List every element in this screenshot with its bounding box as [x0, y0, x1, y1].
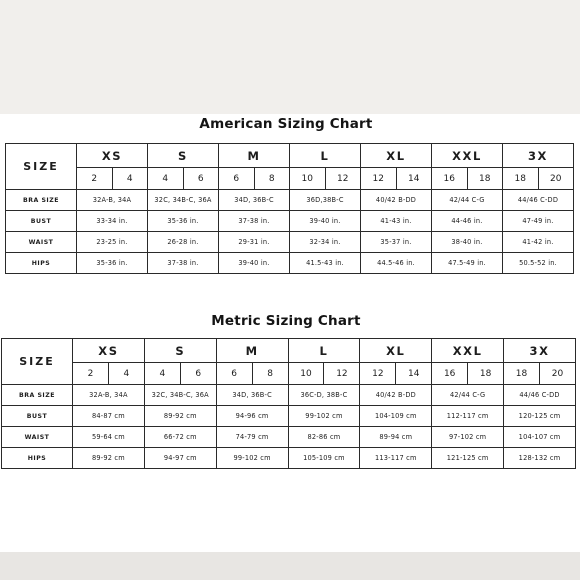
- size-name-xs: XS: [77, 144, 148, 168]
- size-number: 12: [361, 168, 397, 190]
- table-cell: 99-102 cm: [288, 406, 360, 427]
- size-number: 12: [325, 168, 361, 190]
- table-row-waist: [2, 427, 576, 448]
- table-cell: 40/42 B-DD: [360, 385, 432, 406]
- size-number: 6: [219, 168, 255, 190]
- size-number: 20: [539, 363, 575, 385]
- table-cell: 29-31 in.: [219, 232, 290, 253]
- table-row-hips: [6, 253, 574, 274]
- size-name-s: S: [148, 144, 219, 168]
- size-name-3x: 3X: [504, 339, 576, 363]
- row-label-waist: WAIST: [6, 232, 77, 253]
- table-cell: 94-96 cm: [216, 406, 288, 427]
- row-label-bra-size: BRA SIZE: [6, 190, 77, 211]
- size-number: 6: [183, 168, 219, 190]
- table-cell: 40/42 B-DD: [361, 190, 432, 211]
- size-name-3x: 3X: [503, 144, 574, 168]
- table-row-hips: [2, 448, 576, 469]
- table-cell: 42/44 C-G: [432, 385, 504, 406]
- table-cell: 41.5-43 in.: [290, 253, 361, 274]
- size-number: 4: [112, 168, 148, 190]
- table-cell: 32A-B, 34A: [77, 190, 148, 211]
- table-cell: 94-97 cm: [144, 448, 216, 469]
- size-name-m: M: [219, 144, 290, 168]
- size-name-m: M: [216, 339, 288, 363]
- table-cell: 112-117 cm: [432, 406, 504, 427]
- table-row-bust: [6, 211, 574, 232]
- table-cell: 41-42 in.: [503, 232, 574, 253]
- size-number: 18: [467, 168, 503, 190]
- size-number: 14: [396, 168, 432, 190]
- size-header: SIZE: [2, 339, 73, 385]
- size-number: 6: [216, 363, 252, 385]
- table-row-waist: [6, 232, 574, 253]
- table-cell: 32C, 34B-C, 36A: [148, 190, 219, 211]
- table-cell: 32C, 34B-C, 36A: [144, 385, 216, 406]
- size-number: 16: [432, 168, 468, 190]
- size-number: 10: [288, 363, 324, 385]
- table-cell: 47.5-49 in.: [432, 253, 503, 274]
- row-label-waist: WAIST: [2, 427, 73, 448]
- row-label-bust: BUST: [6, 211, 77, 232]
- size-number: 18: [503, 168, 539, 190]
- table-cell: 59-64 cm: [73, 427, 145, 448]
- bottom-background: [0, 552, 580, 580]
- table-cell: 37-38 in.: [219, 211, 290, 232]
- table-cell: 105-109 cm: [288, 448, 360, 469]
- size-number: 6: [180, 363, 216, 385]
- table-cell: 39-40 in.: [290, 211, 361, 232]
- table-cell: 74-79 cm: [216, 427, 288, 448]
- table-cell: 44/46 C-DD: [504, 385, 576, 406]
- table-cell: 42/44 C-G: [432, 190, 503, 211]
- size-number: 8: [254, 168, 290, 190]
- metric-sizing-table: [1, 338, 576, 469]
- table-row-bust: [2, 406, 576, 427]
- row-label-bra-size: BRA SIZE: [2, 385, 73, 406]
- size-number: 10: [290, 168, 326, 190]
- table-cell: 84-87 cm: [73, 406, 145, 427]
- size-number: 4: [108, 363, 144, 385]
- american-chart-title: American Sizing Chart: [199, 116, 373, 132]
- row-label-hips: HIPS: [6, 253, 77, 274]
- size-number: 12: [324, 363, 360, 385]
- table-cell: 38-40 in.: [432, 232, 503, 253]
- size-number: 8: [252, 363, 288, 385]
- table-cell: 99-102 cm: [216, 448, 288, 469]
- table-cell: 121-125 cm: [432, 448, 504, 469]
- table-cell: 104-107 cm: [504, 427, 576, 448]
- size-number: 16: [432, 363, 468, 385]
- table-cell: 34D, 36B-C: [216, 385, 288, 406]
- top-background: [0, 0, 580, 114]
- table-cell: 66-72 cm: [144, 427, 216, 448]
- table-cell: 50.5-52 in.: [503, 253, 574, 274]
- size-number: 18: [468, 363, 504, 385]
- table-cell: 26-28 in.: [148, 232, 219, 253]
- table-cell: 35-37 in.: [361, 232, 432, 253]
- size-number: 20: [538, 168, 574, 190]
- table-cell: 44-46 in.: [432, 211, 503, 232]
- size-name-xl: XL: [361, 144, 432, 168]
- table-cell: 32A-B, 34A: [73, 385, 145, 406]
- table-cell: 128-132 cm: [504, 448, 576, 469]
- table-cell: 89-92 cm: [144, 406, 216, 427]
- table-cell: 35-36 in.: [77, 253, 148, 274]
- table-cell: 44.5-46 in.: [361, 253, 432, 274]
- table-cell: 37-38 in.: [148, 253, 219, 274]
- table-cell: 36D,38B-C: [290, 190, 361, 211]
- size-name-xl: XL: [360, 339, 432, 363]
- table-cell: 82-86 cm: [288, 427, 360, 448]
- table-cell: 89-94 cm: [360, 427, 432, 448]
- row-label-hips: HIPS: [2, 448, 73, 469]
- size-number: 18: [504, 363, 540, 385]
- table-cell: 33-34 in.: [77, 211, 148, 232]
- size-name-xxl: XXL: [432, 144, 503, 168]
- size-number: 12: [360, 363, 396, 385]
- size-name-s: S: [144, 339, 216, 363]
- table-cell: 39-40 in.: [219, 253, 290, 274]
- table-cell: 104-109 cm: [360, 406, 432, 427]
- row-label-bust: BUST: [2, 406, 73, 427]
- size-header: SIZE: [6, 144, 77, 190]
- size-number: 14: [396, 363, 432, 385]
- size-number: 4: [144, 363, 180, 385]
- table-row-bra-size: [6, 190, 574, 211]
- table-cell: 32-34 in.: [290, 232, 361, 253]
- table-cell: 47-49 in.: [503, 211, 574, 232]
- size-name-l: L: [290, 144, 361, 168]
- table-cell: 23-25 in.: [77, 232, 148, 253]
- metric-chart-title: Metric Sizing Chart: [211, 313, 361, 329]
- table-cell: 36C-D, 38B-C: [288, 385, 360, 406]
- size-name-l: L: [288, 339, 360, 363]
- table-cell: 97-102 cm: [432, 427, 504, 448]
- size-name-xs: XS: [73, 339, 145, 363]
- table-cell: 113-117 cm: [360, 448, 432, 469]
- table-cell: 35-36 in.: [148, 211, 219, 232]
- size-number: 2: [77, 168, 113, 190]
- table-cell: 120-125 cm: [504, 406, 576, 427]
- table-cell: 34D, 36B-C: [219, 190, 290, 211]
- size-number: 4: [148, 168, 184, 190]
- size-number: 2: [73, 363, 109, 385]
- table-row-bra-size: [2, 385, 576, 406]
- table-cell: 89-92 cm: [73, 448, 145, 469]
- table-cell: 44/46 C-DD: [503, 190, 574, 211]
- american-sizing-table: [5, 143, 574, 274]
- size-name-xxl: XXL: [432, 339, 504, 363]
- table-cell: 41-43 in.: [361, 211, 432, 232]
